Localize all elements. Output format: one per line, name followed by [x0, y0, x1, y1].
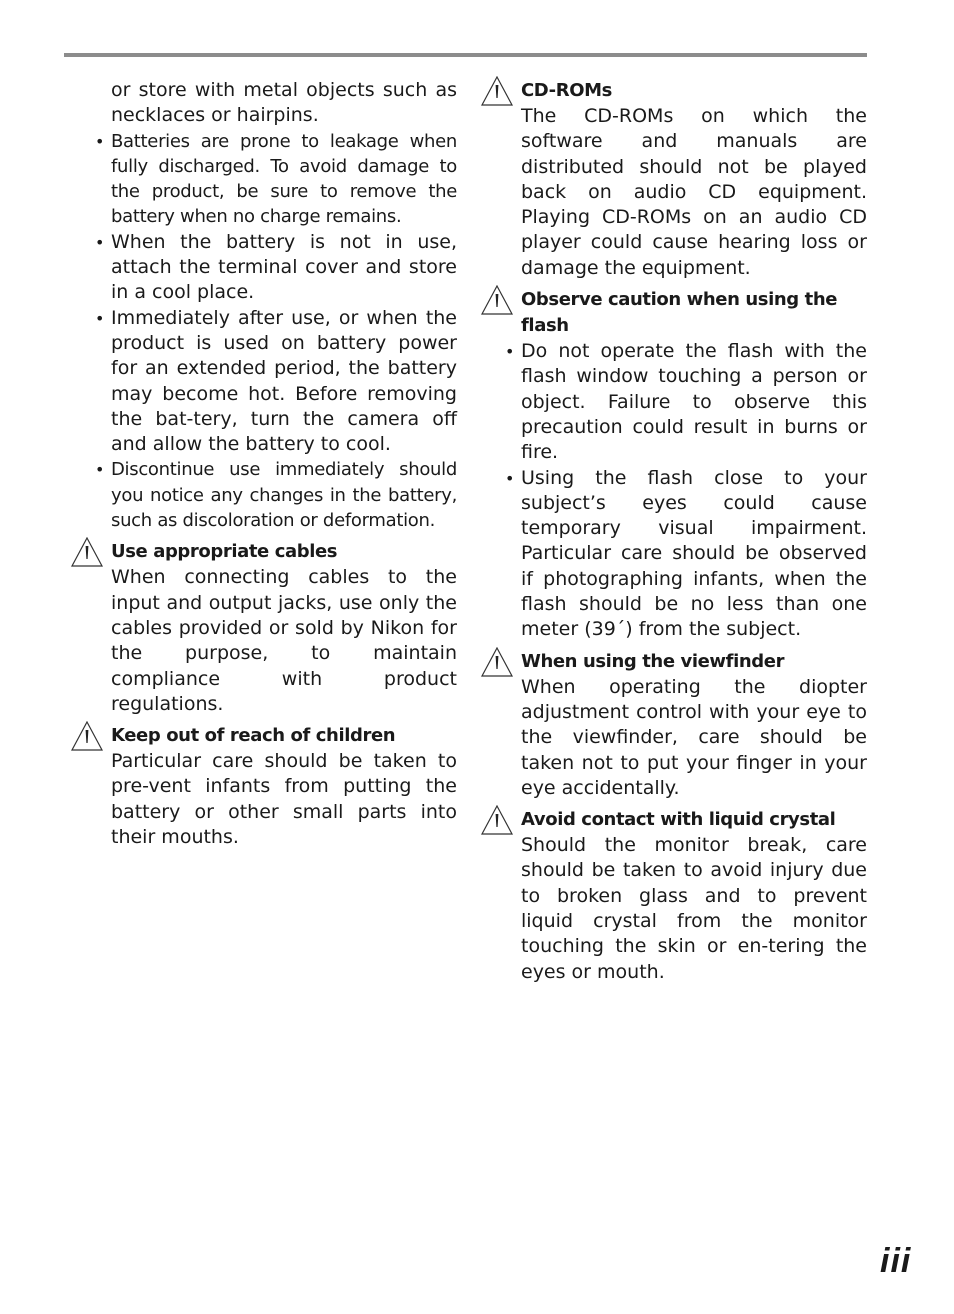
warning-triangle-icon — [481, 76, 513, 106]
warning-triangle-icon — [481, 285, 513, 315]
bullet-text: Using the flash close to your subject’s eyes could cause temporary visual impairment. Particular care should be observed if photographing infants, when the flash should be no less than one meter (39´) from the subject. — [521, 466, 867, 641]
page-number: iii — [880, 1242, 912, 1280]
section-body: The CD-ROMs on which the software and manuals are distributed should not be played back on audio CD equipment. Playing CD-ROMs on an audio CD player could cause hearing loss or damage the equipment. — [521, 105, 867, 279]
caution-section — [66, 723, 456, 850]
bullet-text: Batteries are prone to leakage when fully discharged. To avoid damage to the product, be sure to remove the battery when no charge remains. — [111, 130, 457, 228]
bullet-item — [505, 466, 867, 643]
bullet-dot: • — [95, 232, 105, 252]
section-body: When connecting cables to the input and output jacks, use only the cables provided or sold by Nikon for the purpose, to maintain compliance with product regulations. — [111, 566, 457, 715]
section-body: When operating the diopter adjustment control with your eye to the viewfinder, care should be taken not to put your finger in your eye accidentally. — [521, 675, 867, 799]
bullet-dot: • — [95, 308, 105, 328]
warning-triangle-icon — [481, 647, 513, 677]
bullet-item — [95, 230, 457, 306]
section-body: Particular care should be taken to pre-vent infants from putting the battery or other small parts into their mouths. — [111, 750, 457, 849]
caution-section — [476, 287, 866, 643]
bullet-text: Discontinue use immediately should you notice any changes in the battery, such as discoloration or deformation. — [111, 459, 457, 532]
section-heading: Avoid contact with liquid crystal — [521, 809, 836, 831]
section-heading: When using the viewfinder — [521, 650, 785, 672]
bullet-dot: • — [95, 460, 105, 480]
bullet-dot: • — [505, 468, 515, 488]
section-heading: Keep out of reach of children — [111, 725, 396, 747]
bullet-item — [95, 129, 457, 230]
section-body: Should the monitor break, care should be taken to avoid injury due to broken glass and to prevent liquid crystal from the monitor touching the skin or en-tering the eyes or mouth. — [521, 834, 867, 983]
section-heading: Use appropriate cables — [111, 541, 338, 563]
bullet-dot: • — [95, 131, 105, 151]
bullet-text: Do not operate the flash with the flash window touching a person or object. Failure to observe this precaution could result in burns or fire. — [521, 340, 867, 464]
bullet-text: Immediately after use, or when the product is used on battery power for an extended period, the battery may become hot. Before removing the bat-tery, turn the camera off and allow the battery to cool. — [111, 306, 457, 456]
bullet-item — [505, 339, 867, 465]
right-column — [476, 78, 866, 985]
bullet-item — [95, 306, 457, 458]
warning-triangle-icon — [71, 537, 103, 567]
caution-section — [66, 539, 456, 717]
warning-triangle-icon — [481, 805, 513, 835]
left-column — [66, 78, 456, 850]
caution-section — [476, 78, 866, 281]
warning-triangle-icon — [71, 721, 103, 751]
continued-text: or store with metal objects such as necklaces or hairpins. — [111, 79, 457, 127]
bullet-item — [95, 457, 457, 533]
caution-section — [476, 807, 866, 985]
top-rule — [64, 53, 867, 57]
section-heading: CD-ROMs — [521, 80, 612, 101]
caution-section — [476, 649, 866, 801]
bullet-text: When the battery is not in use, attach the terminal cover and store in a cool place. — [111, 230, 457, 304]
bullet-dot: • — [505, 342, 515, 362]
section-heading: Observe caution when using the flash — [521, 289, 838, 337]
